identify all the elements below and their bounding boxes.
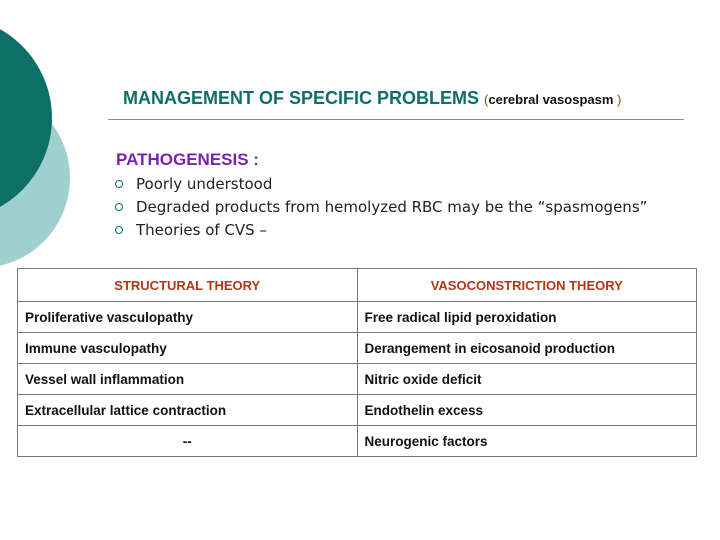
table-row [18, 333, 697, 364]
table-cell: Nitric oxide deficit [357, 364, 697, 395]
list-item: Degraded products from hemolyzed RBC may be the “spasmogens” [112, 197, 647, 220]
table-cell: Vessel wall inflammation [18, 364, 358, 395]
table-row [18, 426, 697, 457]
list-item: Poorly understood [112, 174, 647, 197]
slide-title-text: MANAGEMENT OF SPECIFIC PROBLEMS [123, 88, 480, 108]
table-row [18, 302, 697, 333]
table-cell: Neurogenic factors [357, 426, 697, 457]
list-item: Theories of CVS – [112, 220, 647, 243]
theories-table [17, 268, 697, 457]
table-cell: Free radical lipid peroxidation [357, 302, 697, 333]
decorative-circles [0, 0, 120, 300]
table-header-row [18, 269, 697, 302]
table-row [18, 364, 697, 395]
table-cell: -- [18, 426, 358, 457]
slide-subtitle-text: cerebral vasospasm [488, 92, 614, 107]
column-header-vasoconstriction: VASOCONSTRICTION THEORY [357, 269, 697, 302]
slide-subtitle: (cerebral vasospasm ) [484, 92, 622, 107]
section-heading: PATHOGENESIS : [116, 150, 259, 169]
table-cell: Proliferative vasculopathy [18, 302, 358, 333]
slide-title [123, 88, 621, 109]
hollow-circle-bullet-icon [115, 226, 123, 234]
hollow-circle-bullet-icon [115, 203, 123, 211]
table-cell: Immune vasculopathy [18, 333, 358, 364]
hollow-circle-bullet-icon [115, 180, 123, 188]
table-cell: Derangement in eicosanoid production [357, 333, 697, 364]
bullet-list [112, 174, 647, 243]
title-divider [108, 119, 684, 120]
table-cell: Extracellular lattice contraction [18, 395, 358, 426]
table-cell: Endothelin excess [357, 395, 697, 426]
column-header-structural: STRUCTURAL THEORY [18, 269, 358, 302]
table-row [18, 395, 697, 426]
